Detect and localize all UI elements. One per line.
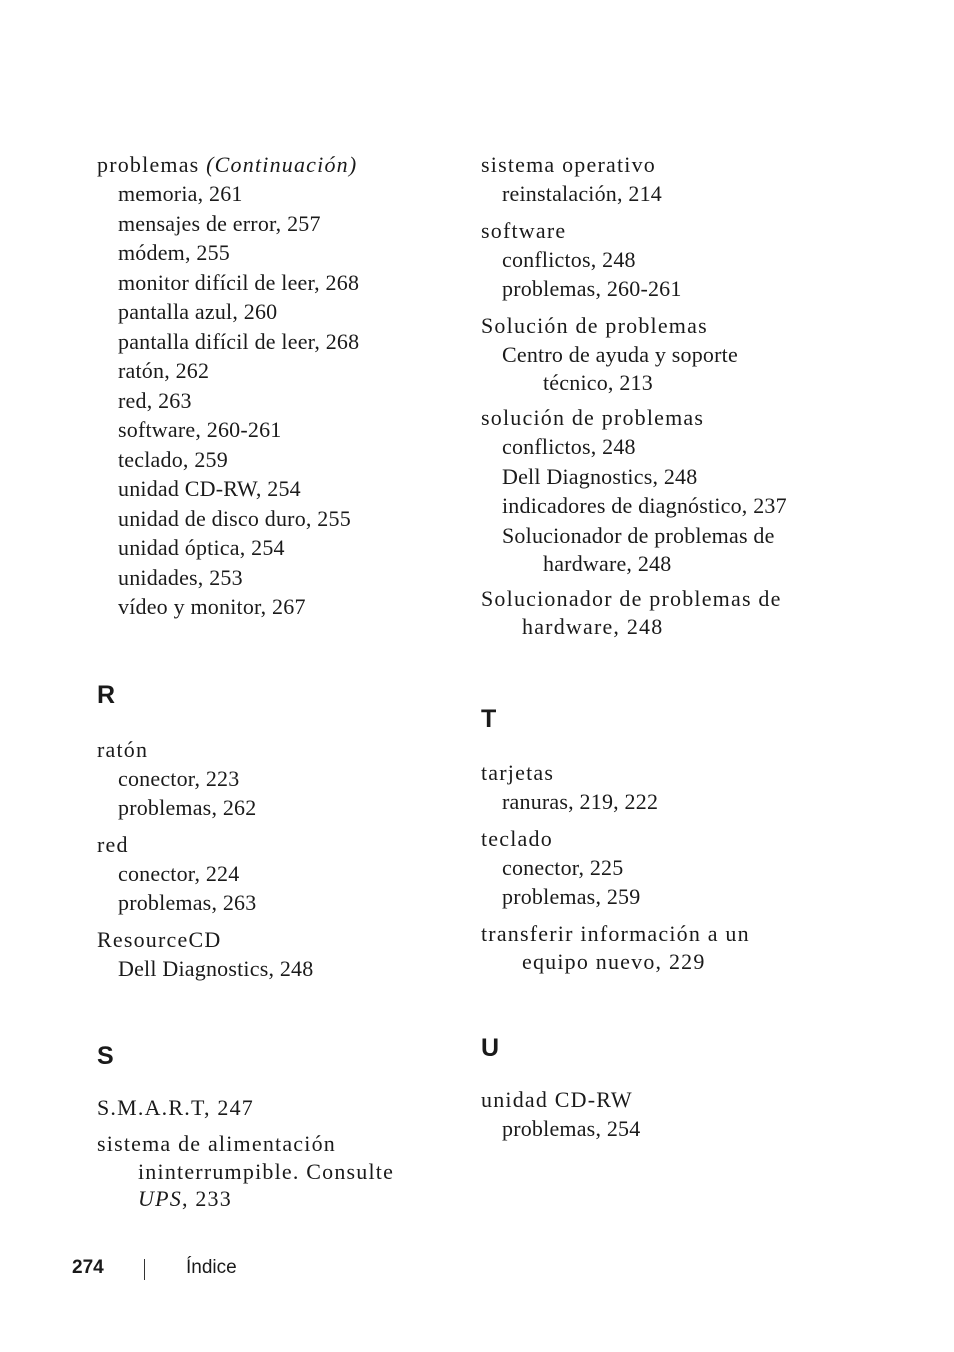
index-term-continuation: UPS, 233 (138, 1186, 232, 1211)
index-term: ResourceCD (97, 926, 222, 952)
index-entry-solucion (481, 403, 861, 577)
index-term: S.M.A.R.T, 247 (97, 1095, 254, 1120)
index-subentry: conector, 224 (118, 860, 240, 886)
index-subentry: problemas, 262 (118, 795, 257, 820)
index-entry-transferir (481, 919, 861, 975)
index-entry-red (97, 830, 457, 918)
section-letter-s: S (97, 1042, 114, 1070)
index-entry-problemas (97, 150, 457, 622)
index-entry-unidad-cd-rw (481, 1085, 861, 1144)
index-subentry: teclado, 259 (118, 446, 228, 472)
index-term: tarjetas (481, 760, 555, 785)
index-term: unidad CD-RW (481, 1086, 633, 1112)
footer-divider (144, 1259, 145, 1280)
index-subentry: conector, 223 (118, 765, 240, 791)
index-subentry: Solucionador de problemas de (502, 522, 775, 548)
index-entry-sistema-operativo (481, 150, 861, 209)
index-entry-solucion-cap (481, 311, 861, 397)
index-term: red (97, 831, 129, 857)
index-term: teclado (481, 825, 553, 851)
index-subentry: pantalla difícil de leer, 268 (118, 328, 360, 354)
section-letter-u: U (481, 1033, 500, 1062)
section-letter-r: R (97, 680, 116, 709)
index-subentry: problemas, 254 (502, 1115, 641, 1141)
index-term: Solución de problemas (481, 312, 708, 338)
index-entry-solucionador (481, 584, 861, 640)
index-subentry: ratón, 262 (118, 358, 210, 383)
index-entry-tarjetas (481, 758, 861, 817)
index-subentry: reinstalación, 214 (502, 181, 662, 206)
cross-reference: UPS (138, 1186, 182, 1211)
index-entry-resourcecd (97, 925, 457, 984)
index-term-continuation: equipo nuevo, 229 (522, 948, 706, 974)
index-subentry: memoria, 261 (118, 181, 243, 206)
index-entry-teclado (481, 824, 861, 912)
index-subentry: unidades, 253 (118, 564, 243, 590)
index-entry-software (481, 216, 861, 304)
index-subentry: problemas, 259 (502, 884, 641, 909)
index-term: Solucionador de problemas de (481, 586, 782, 611)
index-subentry: unidad óptica, 254 (118, 535, 285, 560)
index-column-left (97, 150, 457, 1212)
index-subentry: Dell Diagnostics, 248 (118, 955, 314, 981)
index-subentry: monitor difícil de leer, 268 (118, 269, 360, 295)
index-subentry-continuation: hardware, 248 (543, 551, 672, 576)
index-subentry: vídeo y monitor, 267 (118, 594, 306, 619)
section-letter-t: T (481, 705, 497, 733)
index-subentry: Dell Diagnostics, 248 (502, 463, 698, 489)
index-term: ratón (97, 736, 149, 762)
index-subentry: software, 260-261 (118, 417, 282, 442)
footer-section-title: Índice (186, 1257, 237, 1278)
index-term: sistema de alimentación (97, 1131, 336, 1156)
continuation-label: (Continuación) (206, 152, 358, 177)
index-entry-sai (97, 1129, 457, 1212)
index-entry-raton (97, 735, 457, 823)
index-subentry: problemas, 263 (118, 890, 257, 915)
index-subentry: red, 263 (118, 387, 192, 413)
index-term: solución de problemas (481, 405, 705, 430)
index-subentry: ranuras, 219, 222 (502, 789, 659, 814)
index-subentry: conflictos, 248 (502, 246, 636, 272)
index-term: transferir información a un (481, 920, 750, 946)
index-subentry: conflictos, 248 (502, 434, 636, 459)
index-term-continuation: ininterrumpible. Consulte (138, 1159, 395, 1184)
index-column-right (481, 150, 861, 1143)
index-subentry: unidad de disco duro, 255 (118, 505, 351, 531)
index-subentry: Centro de ayuda y soporte (502, 341, 738, 367)
index-subentry: conector, 225 (502, 854, 624, 880)
index-subentry: problemas, 260-261 (502, 276, 682, 301)
index-subentry: mensajes de error, 257 (118, 210, 321, 236)
index-term: software (481, 217, 567, 243)
index-term: sistema operativo (481, 152, 656, 177)
index-term-continuation: hardware, 248 (522, 614, 664, 639)
index-subentry: indicadores de diagnóstico, 237 (502, 493, 787, 518)
index-subentry: pantalla azul, 260 (118, 299, 278, 324)
index-subentry: unidad CD-RW, 254 (118, 476, 301, 501)
page-number: 274 (72, 1257, 104, 1278)
index-subentry-continuation: técnico, 213 (543, 370, 653, 395)
index-subentry: módem, 255 (118, 240, 230, 265)
index-entry-smart (97, 1093, 457, 1122)
index-term: problemas (97, 152, 200, 177)
